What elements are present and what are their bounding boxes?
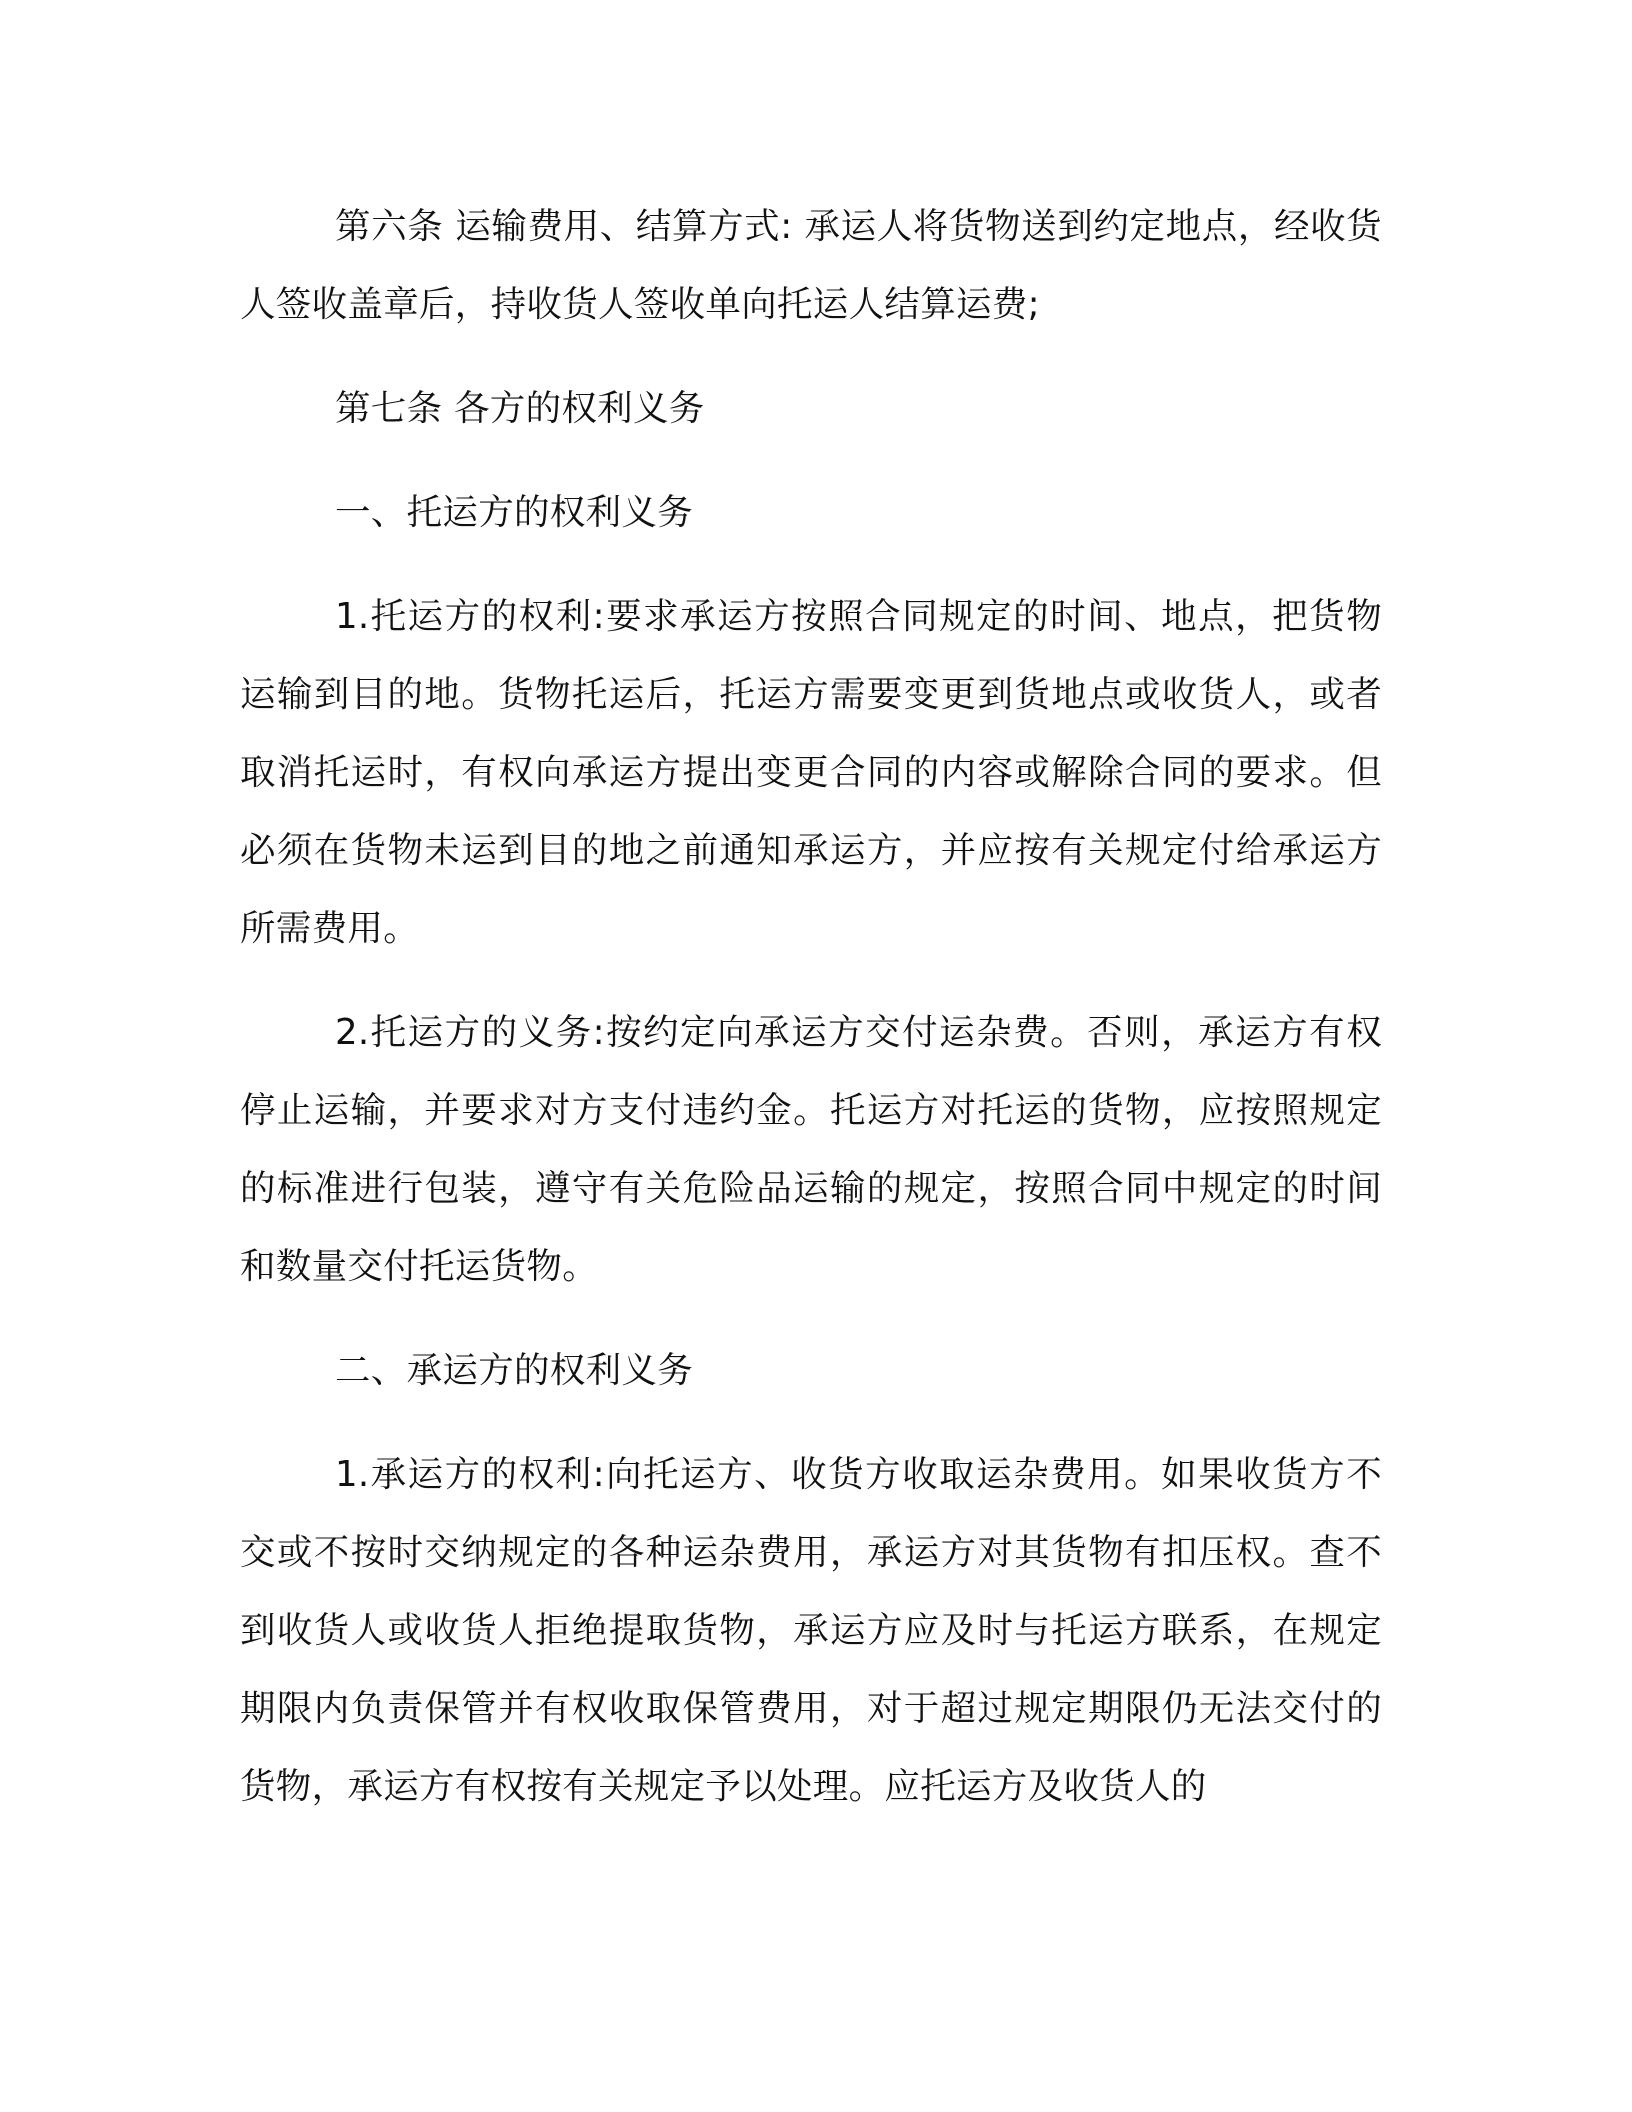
carrier-rights-paragraph: 1.承运方的权利:向托运方、收货方收取运杂费用。如果收货方不交或不按时交纳规定的各种运杂费用，承运方对其货物有扣压权。查不到收货人或收货人拒绝提取货物，承运方应及时与托运方联系，在规定期限内负责保管并有权收取保管费用，对于超过规定期限仍无法交付的货物，承运方有权按有关规定予以处理。应托运方及收货人的 <box>240 1454 1382 1807</box>
article-7-heading: 第七条 各方的权利义务 <box>335 388 705 429</box>
article-6-transport-fee: 第六条 运输费用、结算方式: 承运人将货物送到约定地点，经收货人签收盖章后，持收货人签收单向托运人结算运费; <box>240 206 1382 325</box>
section-2-heading: 二、承运方的权利义务 <box>335 1350 694 1391</box>
section-1-heading: 一、托运方的权利义务 <box>335 492 694 533</box>
shipper-rights-paragraph: 1.托运方的权利:要求承运方按照合同规定的时间、地点，把货物运输到目的地。货物托运后，托运方需要变更到货地点或收货人，或者取消托运时，有权向承运方提出变更合同的内容或解除合同的要求。但必须在货物未运到目的地之前通知承运方，并应按有关规定付给承运方所需费用。 <box>240 596 1382 949</box>
document-body <box>240 188 1382 1852</box>
shipper-duties-paragraph: 2.托运方的义务:按约定向承运方交付运杂费。否则，承运方有权停止运输，并要求对方支付违约金。托运方对托运的货物，应按照规定的标准进行包装，遵守有关危险品运输的规定，按照合同中规定的时间和数量交付托运货物。 <box>240 1012 1382 1287</box>
